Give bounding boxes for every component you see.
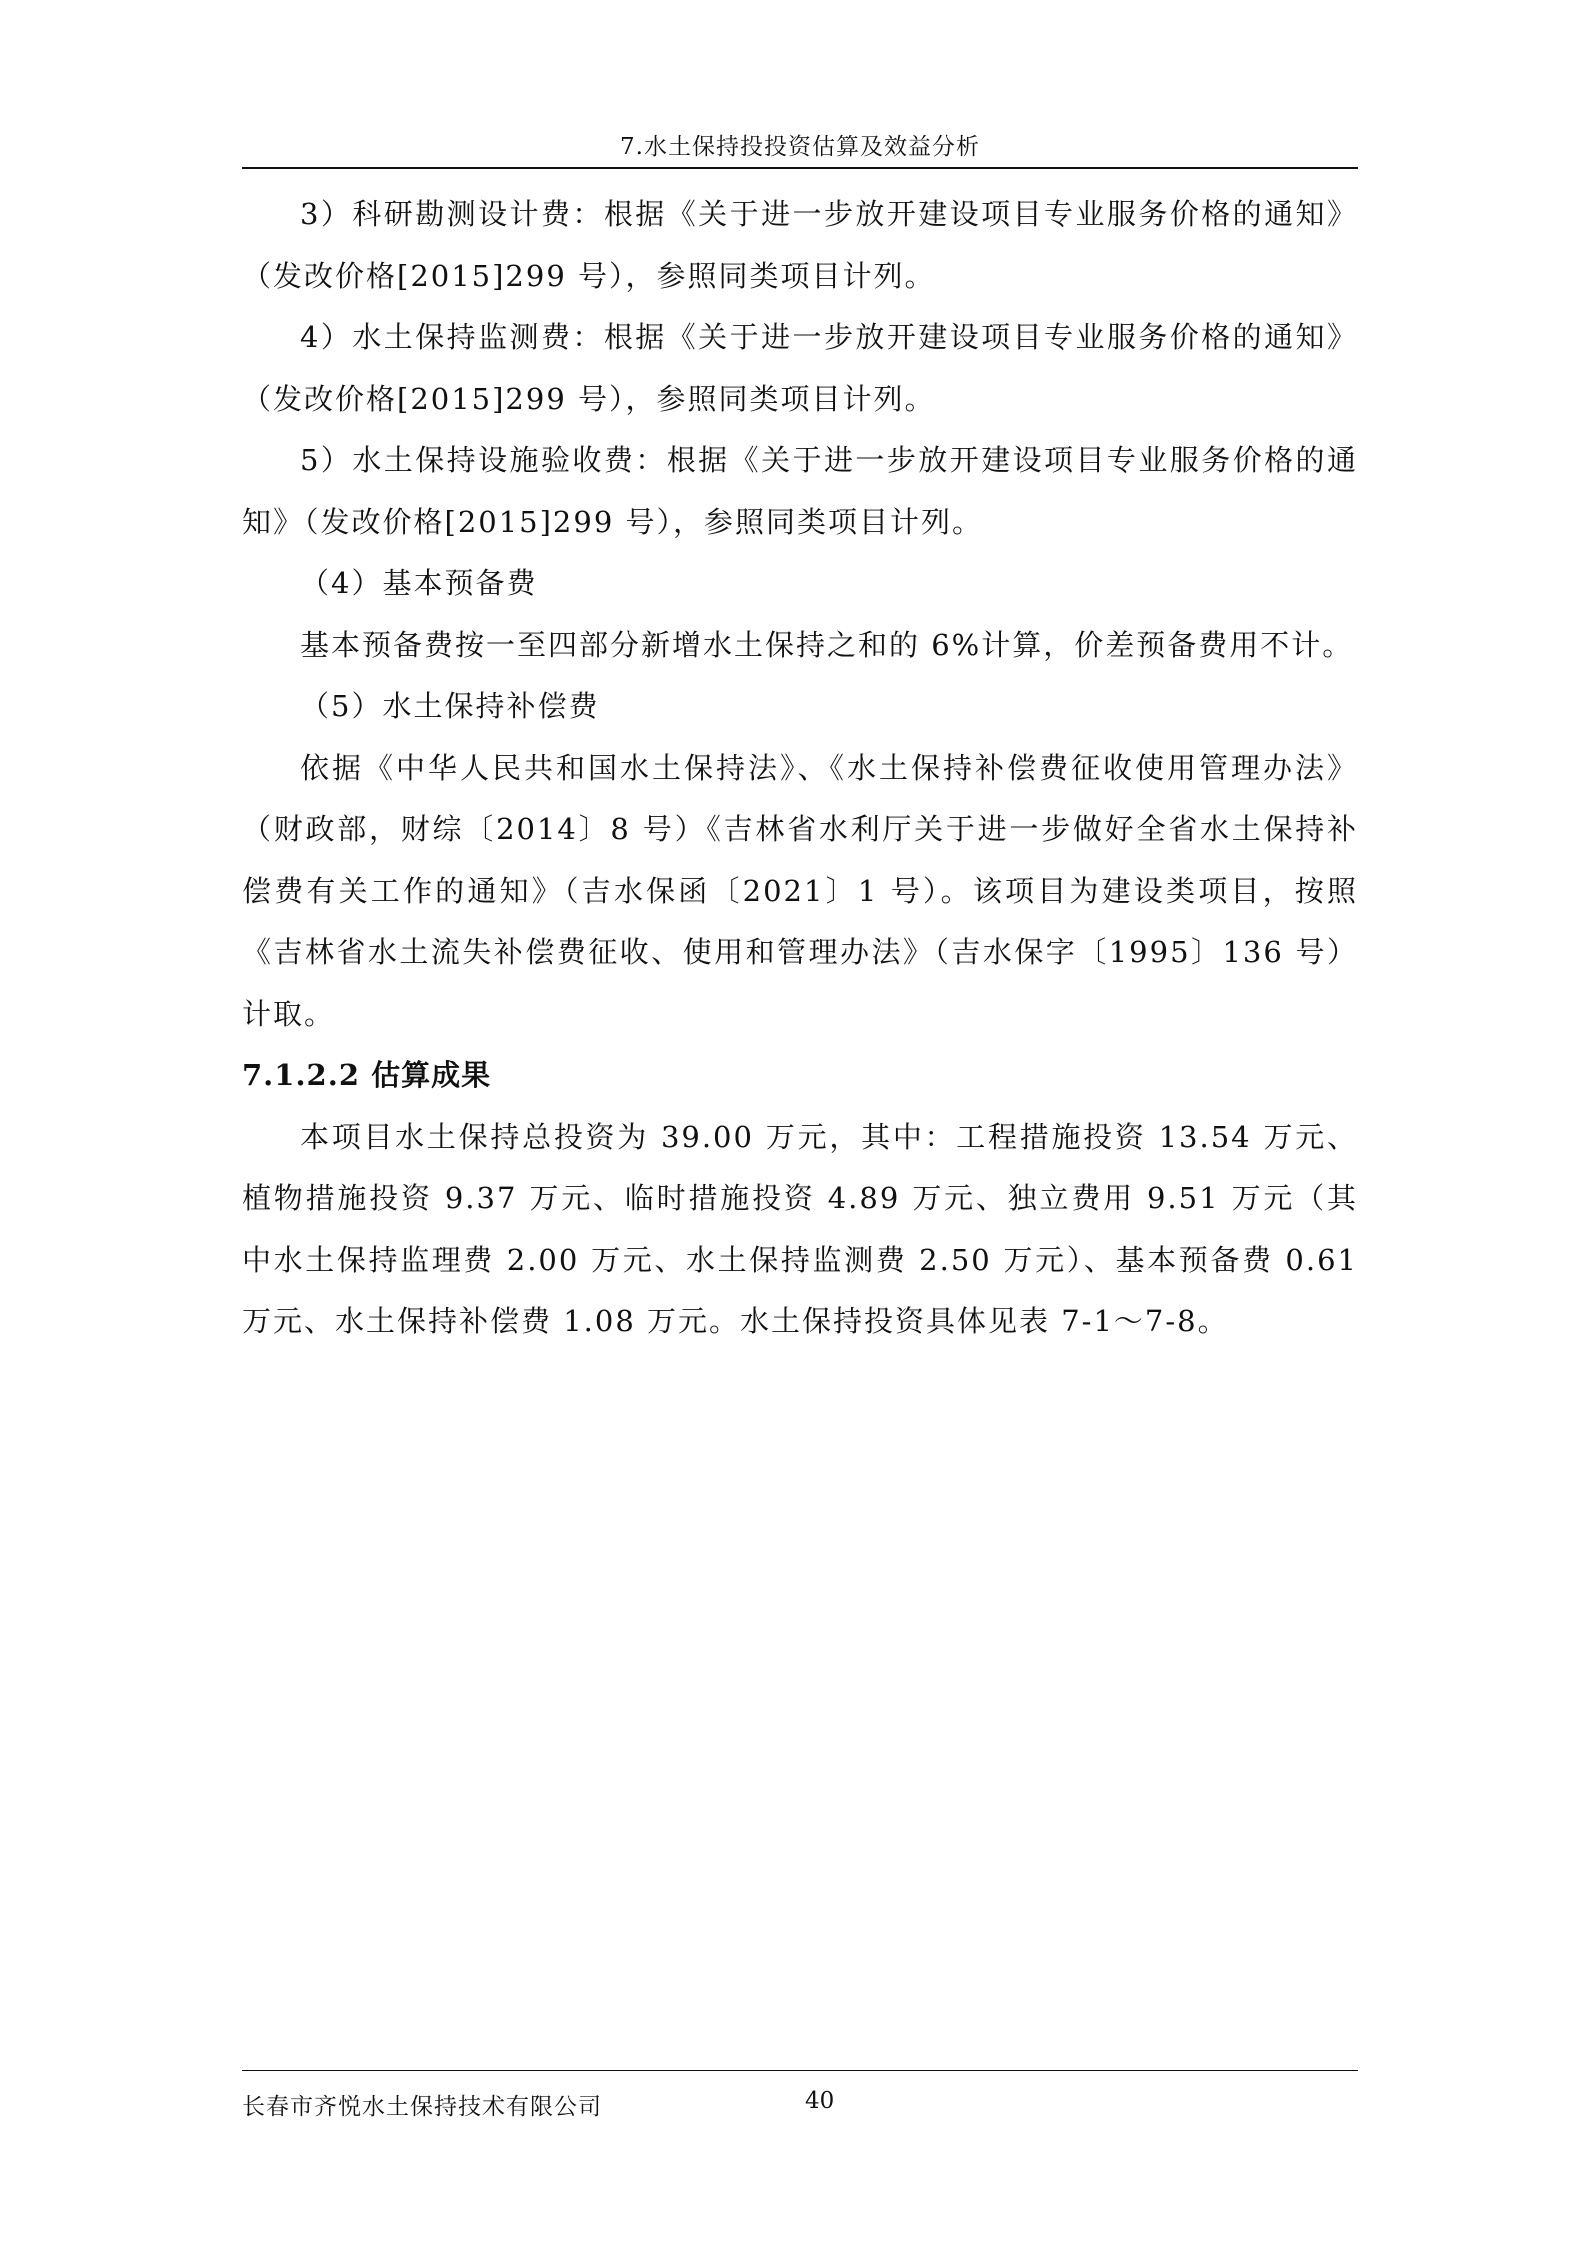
paragraph-basic-reserve: 基本预备费按一至四部分新增水土保持之和的 6%计算，价差预备费用不计。 xyxy=(300,627,1354,662)
footer-rule xyxy=(242,2070,1358,2071)
heading-basic-reserve: （4）基本预备费 xyxy=(300,566,538,600)
section-heading-estimate-results: 7.1.2.2 估算成果 xyxy=(242,1058,492,1092)
footer-company: 长春市齐悦水土保持技术有限公司 xyxy=(242,2094,602,2120)
paragraph-acceptance-fee: 5）水土保持设施验收费：根据《关于进一步放开建设项目专业服务价格的通知》（发改价格[2015]299 号），参照同类项目计列。 xyxy=(242,443,1358,539)
heading-compensation-fee: （5）水土保持补偿费 xyxy=(300,689,600,723)
running-header: 7.水土保持投投资估算及效益分析 xyxy=(620,134,980,160)
paragraph-compensation-fee: 依据《中华人民共和国水土保持法》、《水土保持补偿费征收使用管理办法》（财政部，财综〔2014〕8 号）《吉林省水利厅关于进一步做好全省水土保持补偿费有关工作的通知》（吉水保函〔2021〕1 号）。该项目为建设类项目，按照《吉林省水土流失补偿费征收、使用和管理办法》（吉水保字〔1995〕136 号）计取。 xyxy=(242,750,1358,1031)
paragraph-research-design-fee: 3）科研勘测设计费：根据《关于进一步放开建设项目专业服务价格的通知》（发改价格[2015]299 号），参照同类项目计列。 xyxy=(242,197,1358,293)
body-text xyxy=(242,184,1358,1353)
paragraph-monitoring-fee: 4）水土保持监测费：根据《关于进一步放开建设项目专业服务价格的通知》（发改价格[2015]299 号），参照同类项目计列。 xyxy=(242,320,1358,416)
paragraph-estimate-results: 本项目水土保持总投资为 39.00 万元，其中：工程措施投资 13.54 万元、植物措施投资 9.37 万元、临时措施投资 4.89 万元、独立费用 9.51 万元（其中水土保持监理费 2.00 万元、水土保持监测费 2.50 万元）、基本预备费 0.61 万元、水土保持补偿费 1.08 万元。水土保持投资具体见表 7-1～7-8。 xyxy=(242,1119,1358,1338)
header-rule xyxy=(242,167,1358,169)
page-number: 40 xyxy=(805,2088,835,2114)
